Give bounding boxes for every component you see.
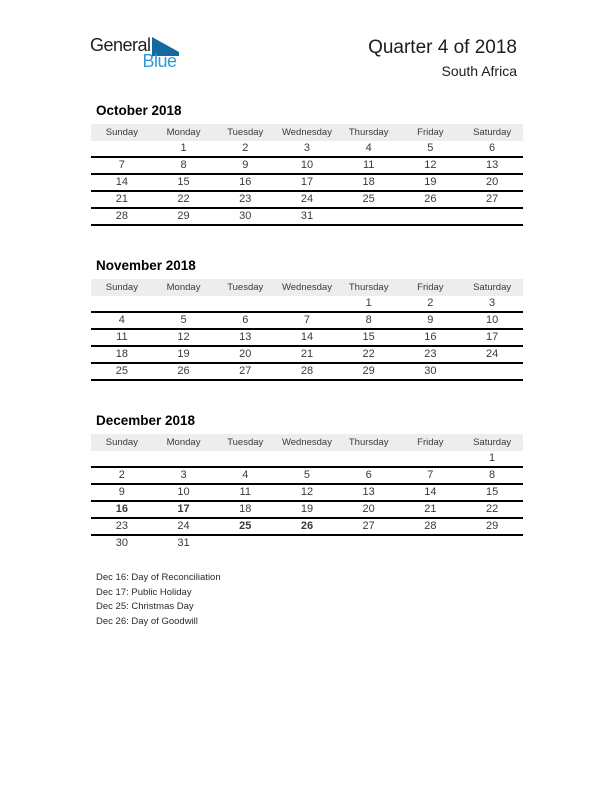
weekday-header: Thursday <box>338 124 400 141</box>
day-cell: 13 <box>362 486 375 498</box>
day-cell: 23 <box>115 520 128 532</box>
month-title: October 2018 <box>96 103 182 118</box>
day-cell: 2 <box>427 297 434 309</box>
month-title: November 2018 <box>96 258 196 273</box>
day-cell: 4 <box>118 314 125 326</box>
weekday-header: Saturday <box>461 279 523 296</box>
empty-cell <box>461 208 523 225</box>
day-cell: 30 <box>239 210 252 222</box>
day-cell: 8 <box>365 314 372 326</box>
day-cell: 24 <box>177 520 190 532</box>
day-cell: 23 <box>239 193 252 205</box>
week-row <box>91 329 523 346</box>
month-title: December 2018 <box>96 413 196 428</box>
empty-cell <box>214 451 276 467</box>
week-row <box>91 535 523 551</box>
weekday-header: Sunday <box>91 434 153 451</box>
weekday-header: Saturday <box>461 434 523 451</box>
month-section-november <box>91 258 523 381</box>
empty-cell <box>461 535 523 551</box>
weekday-header: Monday <box>153 434 215 451</box>
weekday-header: Wednesday <box>276 434 338 451</box>
day-cell: 3 <box>303 142 311 154</box>
day-cell: 1 <box>180 142 187 154</box>
week-row <box>91 191 523 208</box>
weekday-header: Tuesday <box>214 279 276 296</box>
day-cell: 26 <box>177 365 190 377</box>
weekday-header: Friday <box>400 434 462 451</box>
day-cell: 20 <box>239 348 252 360</box>
day-cell: 10 <box>300 159 314 171</box>
weekday-header: Wednesday <box>276 124 338 141</box>
calendar-table-october <box>91 124 523 226</box>
day-cell: 9 <box>242 159 249 171</box>
empty-cell <box>153 296 215 312</box>
day-cell: 13 <box>485 159 499 171</box>
day-cell: 5 <box>427 142 434 154</box>
day-cell: 22 <box>362 348 375 360</box>
day-cell: 6 <box>365 469 372 481</box>
day-cell: 27 <box>362 520 375 532</box>
logo-text-general: General <box>90 35 151 55</box>
day-cell: 24 <box>300 193 314 205</box>
week-row <box>91 157 523 174</box>
weekday-header: Thursday <box>338 434 400 451</box>
day-cell: 11 <box>116 331 128 343</box>
day-cell: 31 <box>300 210 314 222</box>
week-row <box>91 467 523 484</box>
holiday-note: Dec 26: Day of Goodwill <box>96 615 198 627</box>
day-cell: 13 <box>239 331 252 343</box>
day-cell: 14 <box>115 176 128 188</box>
day-cell: 22 <box>177 193 190 205</box>
empty-cell <box>91 141 153 157</box>
day-cell: 11 <box>239 486 251 498</box>
weekday-header-row <box>91 434 523 451</box>
day-cell: 2 <box>118 469 125 481</box>
week-row <box>91 312 523 329</box>
logo-text-blue: Blue <box>142 51 177 71</box>
day-cell: 11 <box>362 159 375 171</box>
day-cell: 20 <box>362 503 375 515</box>
day-cell: 12 <box>424 159 437 171</box>
day-cell: 21 <box>424 503 437 515</box>
day-cell: 17 <box>300 176 314 188</box>
holiday-note: Dec 17: Public Holiday <box>96 586 192 598</box>
weekday-header: Tuesday <box>214 124 276 141</box>
holiday-notes <box>91 571 523 629</box>
empty-cell <box>400 451 462 467</box>
day-cell: 20 <box>485 176 499 188</box>
day-cell: 4 <box>242 469 249 481</box>
day-cell: 21 <box>300 348 314 360</box>
week-row <box>91 484 523 501</box>
page-header <box>90 36 517 80</box>
empty-cell <box>338 535 400 551</box>
empty-cell <box>214 296 276 312</box>
day-cell: 18 <box>115 348 128 360</box>
empty-cell <box>338 451 400 467</box>
day-cell: 10 <box>485 314 499 326</box>
day-cell: 26 <box>424 193 437 205</box>
weekday-header: Monday <box>153 124 215 141</box>
day-cell: 29 <box>485 520 499 532</box>
weekday-header: Tuesday <box>214 434 276 451</box>
day-cell: 25 <box>362 193 375 205</box>
week-row <box>91 208 523 225</box>
weekday-header-row <box>91 279 523 296</box>
day-cell: 6 <box>242 314 249 326</box>
day-cell: 7 <box>303 314 311 326</box>
day-cell: 8 <box>489 469 496 481</box>
day-cell: 29 <box>177 210 190 222</box>
day-cell: 22 <box>485 503 499 515</box>
day-cell: 5 <box>180 314 187 326</box>
empty-cell <box>276 535 338 551</box>
day-cell: 30 <box>424 365 437 377</box>
weekday-header: Sunday <box>91 279 153 296</box>
day-cell: 18 <box>362 176 375 188</box>
day-cell: 2 <box>242 142 249 154</box>
empty-cell <box>276 451 338 467</box>
empty-cell <box>153 451 215 467</box>
day-cell: 10 <box>177 486 190 498</box>
holiday-note: Dec 25: Christmas Day <box>96 601 194 612</box>
day-cell: 12 <box>300 486 314 498</box>
calendar-table-november <box>91 279 523 381</box>
day-cell: 27 <box>239 365 252 377</box>
day-cell: 15 <box>485 486 499 498</box>
day-cell: 1 <box>489 452 496 464</box>
page-title: Quarter 4 of 2018 <box>368 37 517 58</box>
empty-cell <box>214 535 276 551</box>
day-cell: 25 <box>115 365 128 377</box>
day-cell: 19 <box>424 176 437 188</box>
empty-cell <box>276 296 338 312</box>
day-cell: 8 <box>180 159 187 171</box>
title-block <box>368 36 517 80</box>
day-cell: 14 <box>300 331 314 343</box>
day-cell: 19 <box>300 503 314 515</box>
day-cell: 30 <box>115 537 128 549</box>
day-cell: 28 <box>424 520 437 532</box>
week-row <box>91 141 523 157</box>
day-cell: 21 <box>115 193 128 205</box>
empty-cell <box>338 208 400 225</box>
day-cell: 26 <box>300 520 314 532</box>
day-cell: 3 <box>489 297 496 309</box>
empty-cell <box>461 363 523 380</box>
day-cell: 15 <box>177 176 190 188</box>
day-cell: 25 <box>239 520 252 532</box>
day-cell: 16 <box>239 176 252 188</box>
day-cell: 29 <box>362 365 375 377</box>
day-cell: 6 <box>489 142 496 154</box>
day-cell: 5 <box>303 469 311 481</box>
weekday-header: Monday <box>153 279 215 296</box>
empty-cell <box>91 296 153 312</box>
week-row <box>91 451 523 467</box>
empty-cell <box>91 451 153 467</box>
weekday-header: Wednesday <box>276 279 338 296</box>
weekday-header: Thursday <box>338 279 400 296</box>
calendar-content <box>91 103 523 629</box>
day-cell: 18 <box>239 503 252 515</box>
day-cell: 27 <box>485 193 499 205</box>
weekday-header: Saturday <box>461 124 523 141</box>
day-cell: 9 <box>427 314 434 326</box>
day-cell: 12 <box>177 331 190 343</box>
day-cell: 7 <box>427 469 434 481</box>
weekday-header-row <box>91 124 523 141</box>
week-row <box>91 363 523 380</box>
week-row <box>91 296 523 312</box>
day-cell: 17 <box>177 503 190 515</box>
day-cell: 28 <box>300 365 314 377</box>
day-cell: 14 <box>424 486 437 498</box>
day-cell: 1 <box>365 297 372 309</box>
general-blue-logo <box>90 36 179 70</box>
week-row <box>91 174 523 191</box>
weekday-header: Friday <box>400 124 462 141</box>
week-row <box>91 346 523 363</box>
month-section-october <box>91 103 523 226</box>
day-cell: 24 <box>485 348 499 360</box>
day-cell: 15 <box>362 331 375 343</box>
page-subtitle: South Africa <box>441 62 517 79</box>
day-cell: 16 <box>424 331 437 343</box>
week-row <box>91 501 523 518</box>
day-cell: 23 <box>424 348 437 360</box>
day-cell: 4 <box>365 142 372 154</box>
week-row <box>91 518 523 535</box>
empty-cell <box>400 208 462 225</box>
month-section-december <box>91 413 523 551</box>
calendar-table-december <box>91 434 523 551</box>
empty-cell <box>400 535 462 551</box>
day-cell: 16 <box>115 503 128 515</box>
day-cell: 19 <box>177 348 190 360</box>
day-cell: 17 <box>485 331 499 343</box>
weekday-header: Sunday <box>91 124 153 141</box>
day-cell: 3 <box>180 469 187 481</box>
holiday-note: Dec 16: Day of Reconciliation <box>96 572 221 583</box>
weekday-header: Friday <box>400 279 462 296</box>
day-cell: 28 <box>115 210 128 222</box>
day-cell: 7 <box>118 159 125 171</box>
day-cell: 31 <box>177 537 190 549</box>
day-cell: 9 <box>118 486 125 498</box>
